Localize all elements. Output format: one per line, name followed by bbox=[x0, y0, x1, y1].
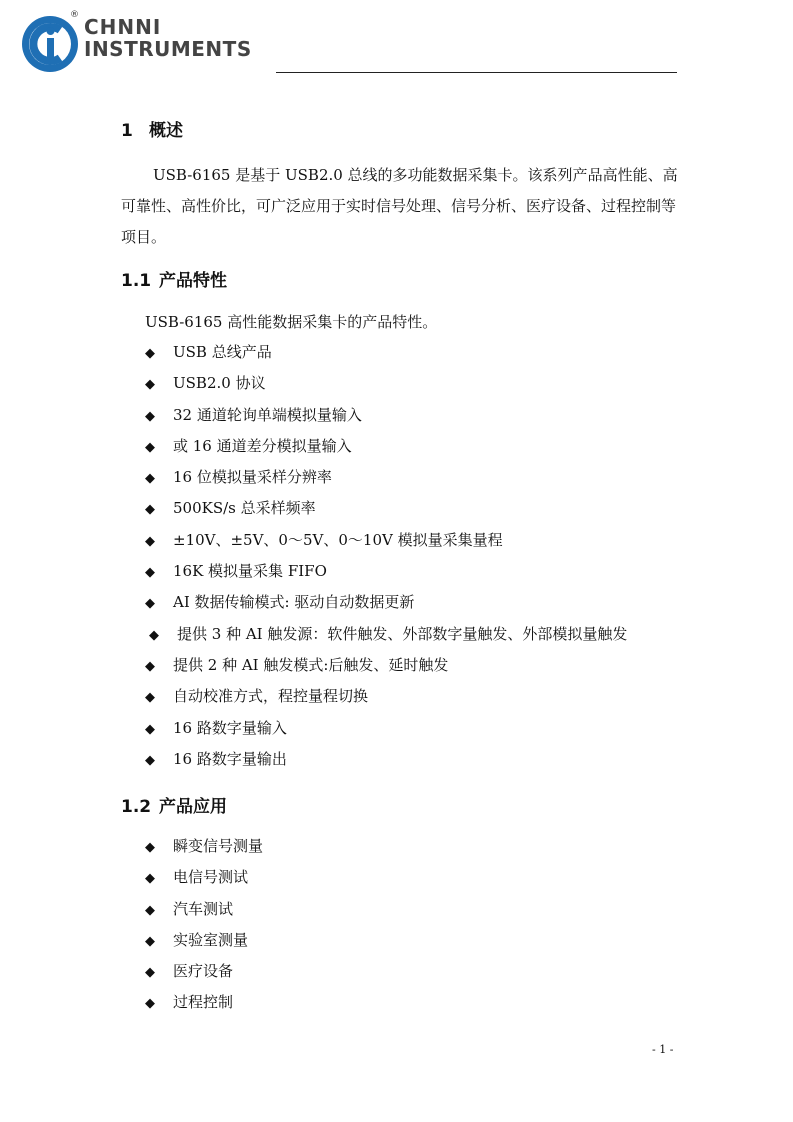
list-item: ◆ 或 16 通道差分模拟量输入 bbox=[145, 436, 627, 467]
diamond-bullet-icon: ◆ bbox=[145, 533, 155, 549]
list-item: ◆ 汽车测试 bbox=[145, 899, 263, 930]
diamond-bullet-icon: ◆ bbox=[145, 902, 155, 918]
section-1-heading bbox=[121, 116, 183, 141]
features-list bbox=[145, 342, 627, 780]
brand-line1: CHNNI bbox=[84, 15, 162, 39]
list-item: ◆ 16 路数字量输入 bbox=[145, 718, 627, 749]
features-intro: USB-6165 高性能数据采集卡的产品特性。 bbox=[145, 313, 438, 331]
diamond-bullet-icon: ◆ bbox=[145, 596, 155, 612]
section-title: 概述 bbox=[149, 121, 183, 141]
chnni-logo-icon bbox=[20, 14, 80, 74]
diamond-bullet-icon: ◆ bbox=[149, 627, 159, 643]
diamond-bullet-icon: ◆ bbox=[145, 439, 155, 455]
page-header bbox=[20, 12, 680, 76]
list-item: ◆ 16K 模拟量采集 FIFO bbox=[145, 561, 627, 592]
list-item: ◆ 瞬变信号测量 bbox=[145, 836, 263, 867]
applications-list bbox=[145, 836, 263, 1024]
list-item: ◆ 500KS/s 总采样频率 bbox=[145, 498, 627, 529]
overview-paragraph: USB-6165 是基于 USB2.0 总线的多功能数据采集卡。该系列产品高性能、高可靠性、高性价比，可广泛应用于实时信号处理、信号分析、医疗设备、过程控制等项目。 bbox=[121, 166, 678, 246]
section-title: 产品特性 bbox=[159, 271, 227, 291]
section-number: 1.2 bbox=[121, 797, 152, 817]
diamond-bullet-icon: ◆ bbox=[145, 502, 155, 518]
list-item: ◆ 实验室测量 bbox=[145, 930, 263, 961]
diamond-bullet-icon: ◆ bbox=[145, 933, 155, 949]
list-item: ◆ 16 位模拟量采样分辨率 bbox=[145, 467, 627, 498]
section-1-2-heading bbox=[121, 792, 227, 817]
list-item: ◆ 32 通道轮询单端模拟量输入 bbox=[145, 405, 627, 436]
diamond-bullet-icon: ◆ bbox=[145, 565, 155, 581]
page-number: - 1 - bbox=[652, 1043, 674, 1056]
diamond-bullet-icon: ◆ bbox=[145, 752, 155, 768]
brand-name bbox=[84, 16, 252, 60]
diamond-bullet-icon: ◆ bbox=[145, 840, 155, 855]
list-item: ◆ USB2.0 协议 bbox=[145, 373, 627, 404]
section-title: 产品应用 bbox=[159, 797, 227, 817]
diamond-bullet-icon: ◆ bbox=[145, 346, 155, 361]
diamond-bullet-icon: ◆ bbox=[145, 996, 155, 1012]
list-item: ◆ 过程控制 bbox=[145, 992, 263, 1023]
diamond-bullet-icon: ◆ bbox=[145, 471, 155, 487]
diamond-bullet-icon: ◆ bbox=[145, 721, 155, 737]
list-item: ◆ 医疗设备 bbox=[145, 961, 263, 992]
list-item: ◆ AI 数据传输模式: 驱动自动数据更新 bbox=[145, 592, 627, 623]
header-rule bbox=[276, 72, 677, 73]
section-number: 1 bbox=[121, 121, 133, 141]
list-item: ◆ 电信号测试 bbox=[145, 867, 263, 898]
section-1-1-heading bbox=[121, 266, 227, 291]
list-item: ◆ 自动校准方式，程控量程切换 bbox=[145, 686, 627, 717]
brand-line2: INSTRUMENTS bbox=[84, 37, 252, 61]
list-item: ◆ 提供 3 种 AI 触发源：软件触发、外部数字量触发、外部模拟量触发 bbox=[145, 624, 627, 655]
list-item: ◆ 提供 2 种 AI 触发模式:后触发、延时触发 bbox=[145, 655, 627, 686]
diamond-bullet-icon: ◆ bbox=[145, 965, 155, 981]
diamond-bullet-icon: ◆ bbox=[145, 377, 155, 393]
diamond-bullet-icon: ◆ bbox=[145, 658, 155, 674]
list-item: ◆ USB 总线产品 bbox=[145, 342, 627, 373]
list-item: ◆ 16 路数字量输出 bbox=[145, 749, 627, 780]
registered-mark: ® bbox=[70, 10, 79, 20]
section-number: 1.1 bbox=[121, 271, 152, 291]
list-item: ◆ ±10V、±5V、0～5V、0～10V 模拟量采集量程 bbox=[145, 530, 627, 561]
diamond-bullet-icon: ◆ bbox=[145, 408, 155, 424]
diamond-bullet-icon: ◆ bbox=[145, 690, 155, 706]
diamond-bullet-icon: ◆ bbox=[145, 871, 155, 887]
